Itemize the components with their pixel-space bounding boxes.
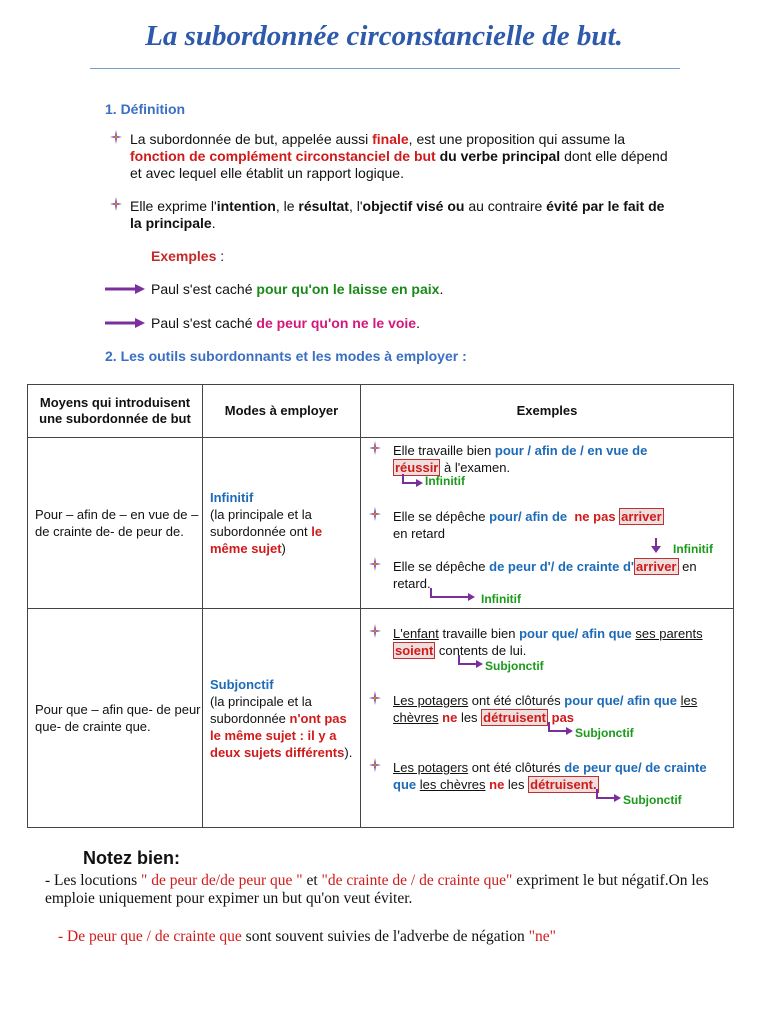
arrow-hook-icon [401, 474, 425, 488]
verb-box: arriver [621, 509, 662, 524]
examples-cell [361, 438, 734, 609]
mode-label: Subjonctif [623, 793, 682, 807]
text: ). [344, 744, 353, 760]
mode-label: Infinitif [481, 592, 521, 606]
arrow-right-icon [105, 317, 145, 329]
table-row [28, 438, 734, 609]
table-row [28, 609, 734, 828]
bullet-icon [369, 441, 381, 455]
example-item [369, 692, 709, 726]
text: (la principale et la subordonnée [210, 693, 312, 726]
subordinator: pour que/ afin que [564, 693, 677, 708]
arrow-right-icon [105, 283, 145, 295]
example-item [369, 508, 709, 542]
text: , l' [348, 198, 363, 214]
table-header: Exemples [361, 385, 734, 438]
section2-heading: 2. Les outils subordonnants et les modes à employer : [105, 348, 467, 364]
subject: les chèvres [393, 693, 698, 725]
keyword-finale: finale [372, 131, 409, 147]
table-header: Moyens qui introduisent une subordonnée de but [28, 385, 203, 438]
mode-condition: n'ont pas le même sujet : il y a deux sujets différents [210, 710, 347, 760]
text: sont souvent suivies de l'adverbe de négation [241, 928, 529, 945]
text: , le [275, 198, 299, 214]
text: expriment le but négatif.On les emploie uniquement pour expimer un but qu'on veut éviter. [45, 872, 709, 907]
text: Les locutions [54, 872, 142, 889]
text: les [457, 710, 482, 725]
subordinator: pour / afin de / en vue de [494, 443, 648, 458]
mode-label: Infinitif [673, 542, 713, 556]
note-2: - De peur que / de crainte que sont souvent suivies de l'adverbe de négation "ne" [58, 928, 556, 945]
verb-box: arriver [636, 559, 677, 574]
bullet-icon [369, 557, 381, 571]
negation: ne [442, 710, 458, 725]
negation-word: "ne" [528, 928, 556, 945]
text: contents de lui. [435, 643, 527, 658]
locution: " de peur de/de peur que " [141, 872, 303, 889]
text: en retard [393, 526, 446, 541]
text: La subordonnée de but, appelée aussi [130, 131, 373, 147]
text: . [439, 281, 444, 297]
example-2-highlight: de peur qu'on ne le voie [256, 315, 417, 331]
text: Elle se dépêche [393, 559, 490, 574]
text: et [302, 872, 322, 889]
bullet-icon [369, 624, 381, 638]
examples-label [151, 248, 224, 264]
note-1: - Les locutions " de peur de/de peur que " et "de crainte de / de crainte que" expriment le but négatif.On les emploie uniquement pour expimer un but qu'on veut éviter. [45, 872, 709, 907]
example-1-highlight: pour qu'on le laisse en paix [256, 281, 440, 297]
example-item [369, 759, 709, 793]
subordinator: pour que/ afin que [519, 626, 632, 641]
text: . [416, 315, 420, 331]
mode-label: Subjonctif [575, 726, 634, 740]
arrow-hook-icon [429, 588, 477, 602]
mode-condition: le même sujet [210, 524, 323, 556]
text: , est une proposition qui assume la [408, 131, 626, 147]
examples-word: Exemples [151, 248, 217, 264]
keyword-verbe: du verbe principal [439, 148, 561, 164]
title-divider [90, 68, 680, 69]
page-title: La subordonnée circonstancielle de but. [145, 20, 623, 52]
verb-box: détruisent. [530, 777, 597, 792]
text: ont été clôturés [468, 693, 565, 708]
text: Paul s'est caché [151, 281, 253, 297]
keyword-resultat: résultat [298, 198, 349, 214]
mode-name: Infinitif [210, 490, 254, 505]
subject: L'enfant [393, 626, 439, 641]
arrow-hook-icon [595, 789, 623, 803]
subject: Les potagers [393, 693, 469, 708]
text: en retard. [393, 559, 697, 591]
text: travaille bien [438, 626, 520, 641]
text: les [504, 777, 529, 792]
text: ont été clôturés [468, 760, 565, 775]
examples-cell [361, 609, 734, 828]
subject: les chèvres [419, 777, 486, 792]
subordinator: pour/ afin de [489, 509, 568, 524]
text: (la principale et la subordonnée ont [210, 507, 312, 539]
keyword-objectif: objectif visé ou [362, 198, 465, 214]
example-2 [105, 315, 420, 331]
subject: ses parents [635, 626, 703, 641]
example-1 [105, 281, 443, 297]
bullet-icon [110, 130, 122, 144]
means-cell: Pour que – afin que- de peur que- de crainte que. [28, 609, 203, 828]
negation: ne [489, 777, 505, 792]
bullet-icon [110, 197, 122, 211]
notes-heading: Notez bien: [83, 848, 180, 868]
mode-name: Subjonctif [210, 676, 274, 692]
mode-label: Infinitif [425, 474, 465, 488]
means-cell: Pour – afin de – en vue de – de crainte de- de peur de. [28, 438, 203, 609]
arrow-hook-icon [547, 722, 575, 736]
mode-cell [203, 609, 361, 828]
text: à l'examen. [440, 460, 511, 475]
arrow-hook-icon [457, 655, 485, 669]
section1-heading: 1. Définition [105, 101, 186, 117]
subordinators-table [27, 384, 734, 828]
colon: : [216, 248, 225, 264]
text: Elle travaille bien [393, 443, 495, 458]
text: Elle se dépêche [393, 509, 490, 524]
subject: Les potagers [393, 760, 469, 775]
keyword-fonction: fonction de complément circonstanciel de but [130, 148, 436, 164]
mode-label: Subjonctif [485, 659, 544, 673]
text: ) [281, 541, 286, 556]
definition-paragraph-2 [130, 198, 678, 232]
text: Paul s'est caché [151, 315, 253, 331]
verb-box: soient [395, 643, 434, 658]
bullet-icon [369, 758, 381, 772]
text: au contraire [464, 198, 547, 214]
example-item [369, 442, 709, 476]
subordinator: de peur que/ de crainte que [393, 760, 707, 792]
negation: ne pas [574, 509, 616, 524]
bullet-icon [369, 691, 381, 705]
arrow-down-icon [649, 538, 663, 554]
text: . [211, 215, 216, 231]
mode-cell [203, 438, 361, 609]
table-header: Modes à employer [203, 385, 361, 438]
locution: De peur que / de crainte que [67, 928, 242, 945]
verb-box: détruisent [483, 710, 547, 725]
keyword-intention: intention [216, 198, 276, 214]
definition-paragraph-1 [130, 131, 678, 182]
text: Elle exprime l' [130, 198, 217, 214]
verb-box: réussir [395, 460, 439, 475]
negation: pas [551, 710, 575, 725]
example-item [369, 558, 709, 592]
subordinator: de peur d'/ de crainte d' [489, 559, 635, 574]
table-header-row [28, 385, 734, 438]
example-item [369, 625, 709, 659]
bullet-icon [369, 507, 381, 521]
keyword-evite: évité par le fait de la principale [130, 198, 665, 231]
locution: "de crainte de / de crainte que" [321, 872, 513, 889]
text: dont elle dépend et avec lequel elle établit un rapport logique. [130, 148, 668, 181]
